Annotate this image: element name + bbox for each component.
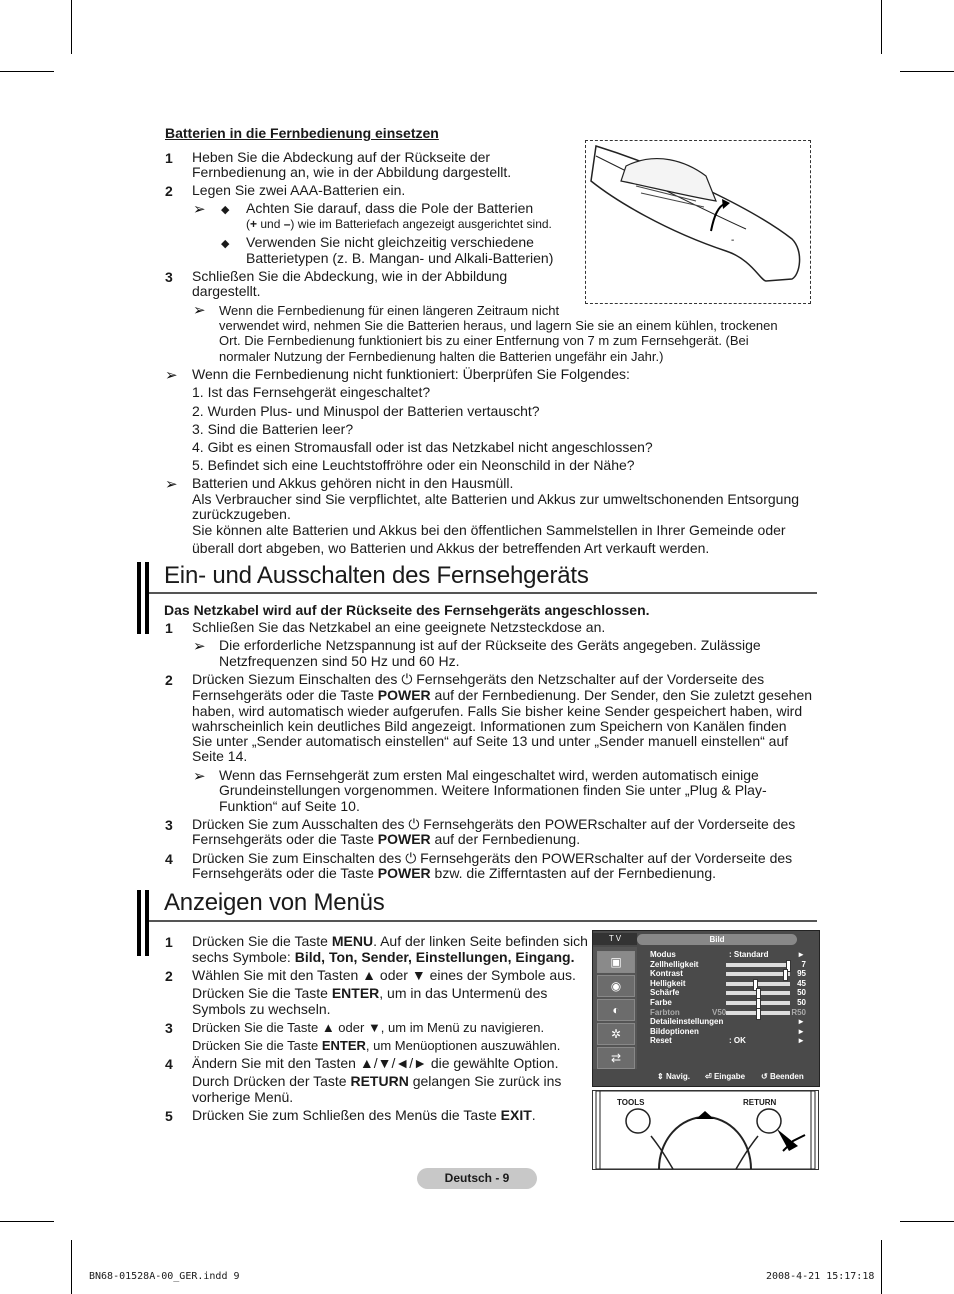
checklist-item: 4. Gibt es einen Stromausfall oder ist das Netzkabel nicht angeschlossen?: [192, 439, 653, 455]
battery-step3-line1: Schließen Sie die Abdeckung, wie in der Abbildung: [192, 268, 508, 284]
battery-note2-line2: Batterietypen (z. B. Mangan- und Alkali-Batterien): [246, 250, 554, 266]
battery-note2-line1: Verwenden Sie nicht gleichzeitig verschiedene: [246, 234, 534, 250]
menu-row-value: 45: [797, 978, 806, 988]
power-intro: Das Netzkabel wird auf der Rückseite des Fernsehgeräts angeschlossen.: [164, 602, 650, 618]
power-step4-line1: Drücken Sie zum Einschalten des ⏻ Fernsehgeräts den POWERschalter auf der Vorderseite des: [192, 850, 793, 866]
battery-note4: Wenn die Fernbedienung nicht funktioniert: Überprüfen Sie Folgendes:: [192, 366, 630, 382]
power-step2-line1: Drücken Siezum Einschalten des ⏻ Fernsehgeräts den Netzschalter auf der Vorderseite des: [192, 671, 765, 687]
power-step1: Schließen Sie das Netzkabel an eine geeignete Netzsteckdose an.: [192, 619, 606, 635]
menu-row-label[interactable]: Modus: [650, 950, 676, 959]
battery-note3-line2: verwendet wird, nehmen Sie die Batterien heraus, und lagern Sie sie an einem kühlen, trockenen: [219, 318, 778, 333]
menu-row-label[interactable]: Bildoptionen: [650, 1026, 699, 1036]
diamond-bullet-icon: ◆: [221, 238, 230, 250]
checklist-item: 2. Wurden Plus- und Minuspol der Batterien vertauscht?: [192, 403, 540, 419]
crop-mark: [0, 71, 54, 72]
menus-step5: Drücken Sie zum Schließen des Menüs die Taste EXIT.: [192, 1107, 536, 1123]
step-number: 4: [165, 1056, 173, 1072]
power-step2-line3: haben, wird automatisch wieder aufgerufen. Falls Sie bisher keine Sender gespeichert haben, wird: [192, 703, 803, 719]
menu-row-value: : Standard: [729, 950, 769, 959]
remote-buttons-illustration: [592, 1090, 819, 1170]
menu-row-value: 50: [797, 998, 806, 1007]
power-step2-line2: Fernsehgeräts oder die Taste POWER auf der Fernbedienung. Der Sender, den Sie zuletzt gesehen: [192, 687, 813, 703]
menu-row-label[interactable]: Schärfe: [650, 988, 680, 998]
power-step3-line1: Drücken Sie zum Ausschalten des ⏻ Fernsehgeräts den POWERschalter auf der Vorderseite des: [192, 816, 796, 832]
menu-row-label[interactable]: Reset: [650, 1036, 672, 1046]
menu-row-slider[interactable]: [726, 963, 790, 967]
note-arrow-icon: ➢: [193, 768, 206, 785]
section-bar: [145, 562, 149, 634]
battery-note5-line5: überall dort abgeben, wo Batterien und Akkus der betreffenden Art verkauft werden.: [192, 540, 710, 556]
power-note1-line2: Netzfrequenzen sind 50 Hz und 60 Hz.: [219, 653, 460, 669]
menu-row-value: 95: [797, 969, 806, 979]
menu-row-label[interactable]: Zellhelligkeit: [650, 959, 699, 969]
footer-date: 2008-4-21 15:17:18: [766, 1271, 875, 1282]
crop-mark: [0, 1221, 54, 1222]
menu-row-value: : OK: [729, 1036, 746, 1046]
battery-note3-line3: Ort. Die Fernbedienung funktioniert bis zu einer Entfernung von 7 m zum Fernsehgerät. (Bei: [219, 333, 749, 348]
crop-mark: [881, 1240, 882, 1294]
menu-row-arrow-icon: ►: [797, 1036, 805, 1046]
menu-row-slider[interactable]: [726, 991, 790, 995]
menu-row-label[interactable]: Farbe: [650, 998, 672, 1007]
crop-mark: [71, 0, 72, 54]
note-arrow-icon: ➢: [165, 476, 178, 493]
menu-row-arrow-icon: ►: [797, 1017, 805, 1027]
menus-step1-line1: Drücken Sie die Taste MENU. Auf der linken Seite befinden sich: [192, 933, 588, 949]
menus-step2-line3: Symbols zu wechseln.: [192, 1001, 331, 1017]
crop-mark: [900, 71, 954, 72]
power-symbol-icon: ⏻: [401, 671, 413, 687]
menu-row-arrow-icon: ►: [797, 1026, 805, 1036]
remote-battery-illustration: [585, 140, 811, 304]
step-number: 4: [165, 851, 173, 867]
enter-hint: ⏎ Eingabe: [705, 1072, 746, 1081]
battery-note5-line2: Als Verbraucher sind Sie verpflichtet, alte Batterien und Akkus zur umweltschonenden Entsorgung: [192, 491, 800, 507]
channel-icon[interactable]: ◐: [597, 999, 635, 1021]
note-arrow-icon: ➢: [165, 367, 178, 384]
menus-step3-line2: Drücken Sie die Taste ENTER, um Menüoptionen auszuwählen.: [192, 1038, 561, 1053]
menus-step2-line2: Drücken Sie die Taste ENTER, um in das Untermenü des: [192, 985, 548, 1001]
tools-button-label: TOOLS: [617, 1098, 645, 1107]
section-title-menus: Anzeigen von Menüs: [164, 889, 385, 916]
menu-icon-column: [593, 947, 637, 1069]
checklist-item: 5. Befindet sich eine Leuchtstoffröhre oder ein Neonschild in der Nähe?: [192, 457, 635, 473]
input-icon[interactable]: ⇄: [597, 1047, 635, 1069]
section-bar: [137, 890, 141, 956]
section-bar: [145, 890, 149, 956]
checklist-item: 3. Sind die Batterien leer?: [192, 421, 354, 437]
menu-row-value: 7: [801, 959, 806, 969]
slider-knob[interactable]: [756, 1008, 761, 1020]
note-arrow-icon: ➢: [193, 302, 206, 319]
picture-icon[interactable]: ▣: [597, 951, 635, 973]
checklist-item: 1. Ist das Fernsehgerät eingeschaltet?: [192, 384, 431, 400]
diamond-bullet-icon: ◆: [221, 204, 230, 216]
menu-row-left-value: V50: [712, 1007, 727, 1017]
battery-note3-line1: Wenn die Fernbedienung für einen längeren Zeitraum nicht: [219, 303, 560, 318]
crop-mark: [881, 0, 882, 54]
crop-mark: [900, 1221, 954, 1222]
section-bar: [137, 562, 141, 634]
menus-step4-line2: Durch Drücken der Taste RETURN gelangen Sie zurück ins: [192, 1073, 562, 1089]
step-number: 2: [165, 968, 173, 984]
step-number: 3: [165, 1020, 173, 1036]
step-number: 3: [165, 269, 173, 285]
section-rule: [149, 920, 817, 922]
menu-row-label[interactable]: Farbton: [650, 1007, 680, 1017]
battery-heading: Batterien in die Fernbedienung einsetzen: [165, 125, 439, 141]
section-title-power: Ein- und Ausschalten des Fernsehgeräts: [164, 562, 589, 589]
power-note1-line1: Die erforderliche Netzspannung ist auf der Rückseite des Geräts angegeben. Zulässige: [219, 637, 761, 653]
menu-row-label[interactable]: Kontrast: [650, 969, 683, 979]
power-step2-line4: wahrscheinlich kein deutliches Bild angezeigt. Informationen zum Speichern von Kanälen finden: [192, 718, 787, 734]
crop-mark: [71, 1240, 72, 1294]
menu-row-arrow-icon: ►: [797, 950, 805, 959]
menus-step4-line3: vorherige Menü.: [192, 1089, 294, 1105]
exit-hint: ↺ Beenden: [761, 1072, 804, 1081]
power-symbol-icon: ⏻: [408, 816, 420, 832]
menu-row-slider[interactable]: [726, 972, 790, 976]
power-note2-line1: Wenn das Fernsehgerät zum ersten Mal eingeschaltet wird, werden automatisch einige: [219, 767, 759, 783]
return-button-label: RETURN: [743, 1098, 777, 1107]
battery-note5-line1: Batterien und Akkus gehören nicht in den Hausmüll.: [192, 475, 514, 491]
footer-file: BN68-01528A-00_GER.indd 9: [89, 1271, 240, 1282]
battery-note3-line4: normaler Nutzung der Fernbedienung halten die Batterien ungefähr ein Jahr.): [219, 349, 664, 364]
power-step3-line2: Fernsehgeräts oder die Taste POWER auf der Fernbedienung.: [192, 831, 581, 847]
setup-icon[interactable]: ✲: [597, 1023, 635, 1045]
step-number: 2: [165, 183, 173, 199]
battery-step3-line2: dargestellt.: [192, 283, 261, 299]
battery-note1-line2: (+ und –) wie im Batteriefach angezeigt ausgerichtet sind.: [246, 217, 552, 231]
step-number: 1: [165, 934, 173, 950]
menus-step1-line2: sechs Symbole: Bild, Ton, Sender, Einstellungen, Eingang.: [192, 949, 575, 965]
power-step2-line5: Sie unter „Sender automatisch einstellen“ auf Seite 13 und unter „Sender manuell einstellen“ auf: [192, 733, 789, 749]
menu-row-value: R50: [791, 1007, 806, 1017]
section-rule: [149, 592, 817, 594]
menu-row-slider[interactable]: [726, 982, 790, 986]
power-note2-line2: Grundeinstellungen vorgenommen. Weitere Informationen finden Sie unter „Plug & Play-: [219, 782, 767, 798]
menus-step3-line1: Drücken Sie die Taste ▲ oder ▼, um im Menü zu navigieren.: [192, 1020, 545, 1035]
step-number: 3: [165, 817, 173, 833]
step-number: 5: [165, 1108, 173, 1124]
power-note2-line3: Funktion“ auf Seite 10.: [219, 798, 360, 814]
battery-note5-line4: Sie können alte Batterien und Akkus bei den öffentlichen Sammelstellen in Ihrer Gemeinde oder: [192, 522, 786, 538]
sound-icon[interactable]: ◉: [597, 975, 635, 997]
step-number: 1: [165, 150, 173, 166]
menu-row-value: 50: [797, 988, 806, 998]
menu-tab: T V: [593, 933, 637, 945]
page-number-badge: Deutsch - 9: [417, 1168, 537, 1189]
svg-text:-: -: [731, 235, 735, 246]
menu-row-slider[interactable]: [726, 1001, 790, 1005]
navigate-hint: ⇕ Navig.: [657, 1072, 690, 1081]
battery-step1-line2: Fernbedienung an, wie in der Abbildung dargestellt.: [192, 164, 512, 180]
battery-step2: Legen Sie zwei AAA-Batterien ein.: [192, 182, 406, 198]
note-arrow-icon: ➢: [193, 638, 206, 655]
menus-step2-line1: Wählen Sie mit den Tasten ▲ oder ▼ eines der Symbole aus.: [192, 967, 576, 983]
battery-note5-line3: zurückzugeben.: [192, 506, 291, 522]
menu-row-label[interactable]: Detaileinstellungen: [650, 1017, 724, 1027]
step-number: 2: [165, 672, 173, 688]
battery-note1-line1: Achten Sie darauf, dass die Pole der Batterien: [246, 200, 534, 216]
power-step4-line2: Fernsehgeräts oder die Taste POWER bzw. die Zifferntasten auf der Fernbedienung.: [192, 865, 717, 881]
battery-step1-line1: Heben Sie die Abdeckung auf der Rückseite der: [192, 149, 491, 165]
menu-row-slider[interactable]: [726, 1011, 790, 1015]
power-step2-line6: Seite 14.: [192, 748, 248, 764]
menu-header: Bild: [637, 934, 797, 945]
menu-row-label[interactable]: Helligkeit: [650, 978, 686, 988]
menu-footer: [637, 1069, 819, 1085]
step-number: 1: [165, 620, 173, 636]
tv-picture-menu: [592, 930, 820, 1087]
slider-knob[interactable]: [783, 969, 788, 981]
menus-step4-line1: Ändern Sie mit den Tasten ▲/▼/◄/► die gewählte Option.: [192, 1055, 559, 1071]
power-symbol-icon: ⏻: [405, 850, 417, 866]
note-arrow-icon: ➢: [193, 201, 206, 218]
